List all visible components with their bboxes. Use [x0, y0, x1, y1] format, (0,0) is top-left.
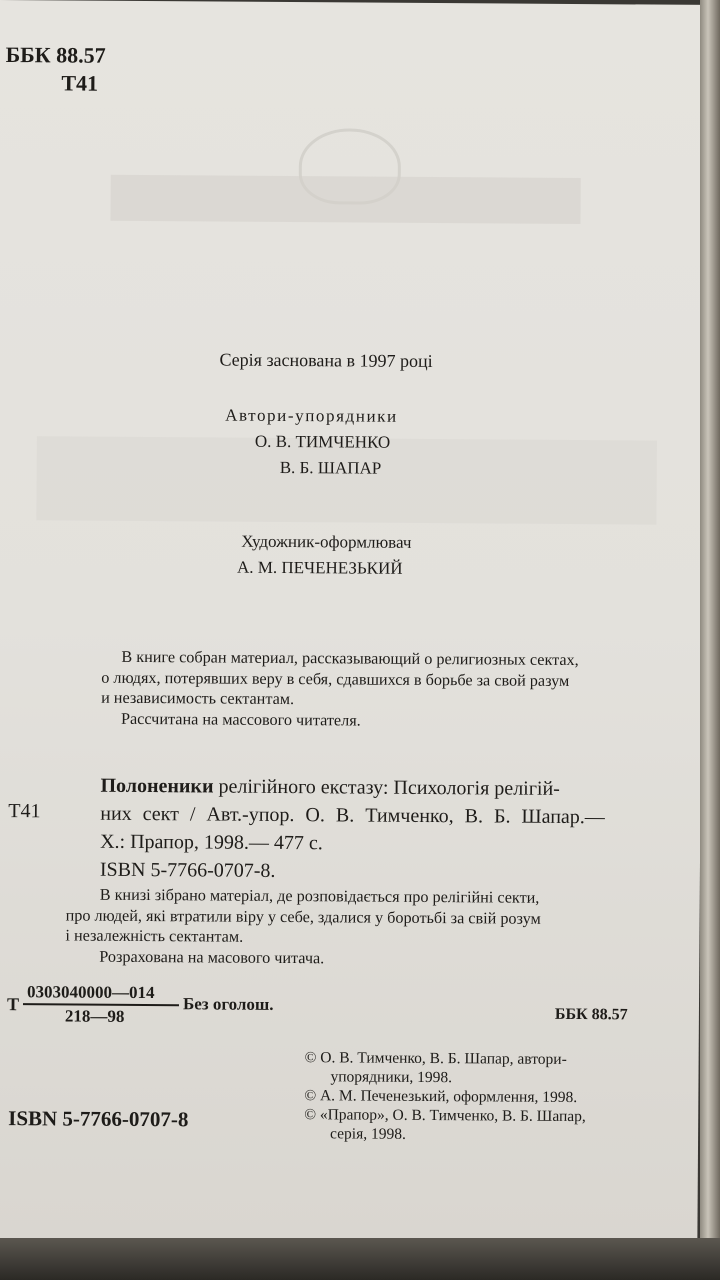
series-line: Серія заснована в 1997 році — [219, 349, 433, 372]
catalog-margin-code: Т41 — [8, 800, 41, 823]
catalog-title-line — [100, 772, 672, 804]
annotation-uk-line: про людей, які втратили віру у себе, здалися у боротьбі за свій розум — [65, 905, 541, 928]
copyright-block — [304, 1048, 655, 1145]
fraction-line — [23, 1003, 179, 1006]
annotation-ru-line: и независимость сектантам. — [101, 688, 295, 709]
annotation-uk-line: Розрахована на масового читача. — [99, 947, 325, 967]
annotation-ru-line: Рассчитана на массового читателя. — [120, 709, 361, 730]
print-code-denominator: 218—98 — [64, 1006, 125, 1026]
annotation-ru — [101, 647, 670, 733]
catalog-title-bold: Полоненики — [100, 774, 214, 798]
artist-name: А. М. ПЕЧЕНЕЗЬКИЙ — [236, 557, 403, 578]
print-code-numerator: 0303040000—014 — [27, 982, 155, 1003]
catalog-line-3: Х.: Прапор, 1998.— 477 с. — [100, 830, 323, 855]
book-edge-right — [700, 0, 720, 1280]
copyright-symbol-icon: © — [304, 1087, 317, 1105]
index-code: Т41 — [61, 70, 99, 96]
copyright-symbol-icon: © — [304, 1049, 317, 1067]
annotation-ru-line: о людях, потерявших веру в себя, сдавшихся в борьбе за свой разум — [101, 668, 570, 690]
isbn-bottom: ISBN 5-7766-0707-8 — [8, 1106, 189, 1132]
catalog-line-2: них сект / Авт.-упор. О. В. Тимченко, В. Б. Шапар.— — [100, 802, 605, 829]
author-name-1: О. В. ТИМЧЕНКО — [254, 431, 391, 452]
copyright-line: © «Прапор», О. В. Тимченко, В. Б. Шапар, — [304, 1106, 586, 1126]
print-code-note: Без оголош. — [182, 994, 274, 1014]
artist-label: Художник-оформлювач — [241, 531, 412, 552]
copyright-line-cont: серія, 1998. — [330, 1125, 406, 1143]
print-code-bbk: ББК 88.57 — [554, 1005, 628, 1024]
catalog-entry — [100, 772, 673, 888]
annotation-ru-line: В книге собран материал, рассказывающий о религиозных сектах, — [121, 647, 579, 670]
book-edge-bottom — [0, 1238, 720, 1280]
show-through-band — [110, 175, 580, 224]
print-code-letter: Т — [6, 994, 20, 1015]
annotation-uk-line: і незалежність сектантам. — [65, 926, 244, 946]
annotation-uk — [65, 884, 670, 970]
annotation-uk-line: В книзі зібрано матеріал, де розповідається про релігійні секти, — [99, 885, 540, 907]
authors-label: Автори-упорядники — [225, 405, 398, 426]
copyright-symbol-icon: © — [304, 1106, 317, 1124]
copyright-line-cont: упорядники, 1998. — [330, 1068, 453, 1087]
catalog-title-rest: релігійного екстазу: Психологія релігій- — [213, 775, 560, 800]
author-name-2: В. Б. ШАПАР — [279, 457, 382, 478]
copyright-line: © А. М. Печенезький, оформлення, 1998. — [304, 1087, 578, 1107]
copyright-line: © О. В. Тимченко, В. Б. Шапар, автори- — [304, 1049, 567, 1068]
catalog-isbn: ISBN 5-7766-0707-8. — [99, 858, 276, 882]
bbk-code: ББК 88.57 — [5, 42, 106, 68]
